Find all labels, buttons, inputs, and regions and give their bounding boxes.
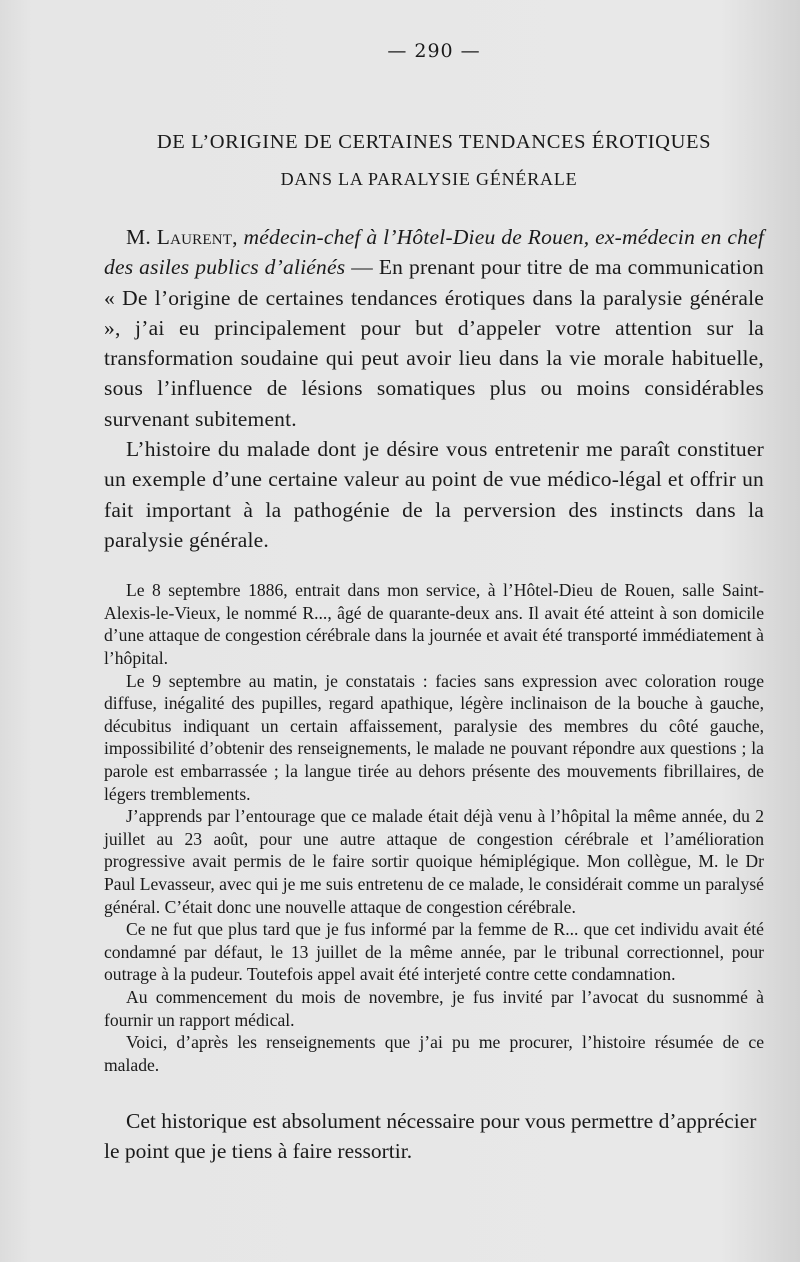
speaker-affiliation: médecin-chef à l’Hôtel-Dieu de Rouen, ex-médecin en chef des asiles publics d’aliénés [104,225,765,280]
article-title: DE L’ORIGINE DE CERTAINES TENDANCES ÉROTIQUES [156,131,712,153]
case-paragraph: J’apprends par l’entourage que ce malade était déjà venu à l’hôpital la même année, du 2 juillet au 23 août, pour une autre attaque de congestion cérébrale et l’amélioration progressive avait permis de le faire sortir quoique hémiplégique. Mon collègue, M. le Dr Paul Levasseur, avec qui je me suis entretenu de ce malade, le considérait comme un paralysé général. C’était donc une nouvelle attaque de congestion cérébrale. [104,806,764,917]
page-number: — 290 — [387,40,481,62]
case-paragraph: Le 8 septembre 1886, entrait dans mon service, à l’Hôtel-Dieu de Rouen, salle Saint-Alexis-le-Vieux, le nommé R..., âgé de quarante-deux ans. Il avait été atteint à son domicile d’une attaque de congestion cérébrale dans la journée et avait été transporté immédiatement à l’hôpital. [104,580,764,669]
case-paragraph: Le 9 septembre au matin, je constatais : facies sans expression avec coloration rouge diffuse, inégalité des pupilles, regard apathique, légère inclinaison de la bouche à gauche, décubitus indiquant un certain affaissement, paralysie des membres du côté gauche, impossibilité d’obtenir des renseignements, le malade ne pouvant répondre aux questions ; la parole est embarrassée ; la langue tirée au dehors présente des mouvements fibrillaires, de légers tremblements. [104,670,764,804]
case-paragraph: Voici, d’après les renseignements que j’ai pu me procurer, l’histoire résumée de ce malade. [104,1032,764,1075]
intro-paragraph-2: L’histoire du malade dont je désire vous entretenir me paraît constituer un exemple d’une certaine valeur au point de vue médico-légal et offrir un fait important à la pathogénie de la perversion des instincts dans la paralysie générale. [104,437,764,552]
case-history [104,579,764,1076]
closing-paragraph: Cet historique est absolument nécessaire pour vous permettre d’apprécier le point que je tiens à faire ressortir. [104,1109,757,1164]
case-paragraph: Ce ne fut que plus tard que je fus informé par la femme de R... que cet individu avait été condamné par défaut, le 13 juillet de la même année, par le tribunal correctionnel, pour outrage à la pudeur. Toutefois appel avait été interjeté contre cette condamnation. [104,919,764,985]
closing-section [104,1106,764,1166]
case-paragraph: Au commencement du mois de novembre, je fus invité par l’avocat du susnommé à fournir un rapport médical. [104,986,764,1030]
article-subtitle: DANS LA PARALYSIE GÉNÉRALE [280,169,578,189]
speaker-name: M. Laurent, [126,225,238,249]
intro-paragraph-1 [104,222,764,434]
page-content [104,32,764,1166]
intro-section [104,222,764,555]
intro-paragraph-1-text: — En prenant pour titre de ma communication « De l’origine de certaines tendances érotiques dans la paralysie générale », j’ai eu principalement pour but d’appeler votre attention sur la transformation soudaine qui peut avoir lieu dans la vie morale habituelle, sous l’influence de lésions somatiques plus ou moins considérables survenant subitement. [104,255,764,431]
